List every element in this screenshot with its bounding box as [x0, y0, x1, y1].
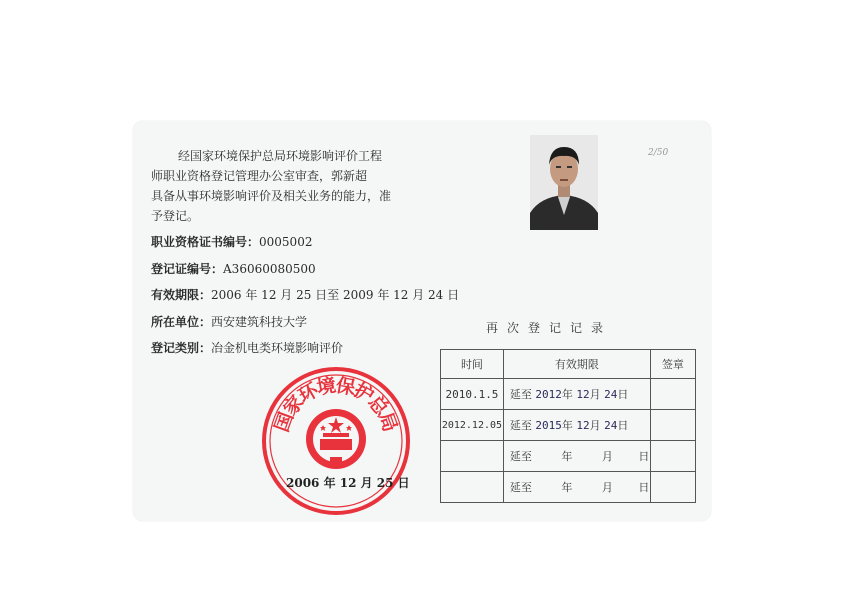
intro-line-4: 予登记。	[151, 209, 200, 223]
id-photo	[530, 135, 598, 230]
seal-char: 局	[374, 409, 402, 435]
header-validity: 有效期限	[503, 350, 650, 379]
official-seal	[260, 365, 412, 517]
header-seal: 签章	[650, 350, 695, 379]
national-emblem-icon	[306, 409, 366, 469]
record-validity: 延至 年 月 日	[503, 441, 650, 472]
header-time: 时间	[441, 350, 504, 379]
category-value: 冶金机电类环境影响评价	[211, 341, 344, 355]
reg-no-value: A36060080500	[223, 262, 316, 276]
validity-value: 2006 年 12 月 25 日至 2009 年 12 月 24 日	[211, 288, 460, 302]
record-time: 2010.1.5	[441, 379, 504, 410]
record-validity: 延至 2015年 12月 24日	[503, 410, 650, 441]
record-seal	[650, 379, 695, 410]
record-time	[441, 441, 504, 472]
seal-char: 环	[294, 379, 323, 408]
unit-label: 所在单位：	[151, 315, 212, 329]
seal-char: 护	[349, 379, 378, 408]
pencil-note: 2/50	[648, 148, 669, 158]
record-time: 2012.12.05	[441, 410, 504, 441]
validity-row	[151, 285, 459, 305]
seal-char: 国	[270, 409, 298, 435]
record-validity: 延至 2012年 12月 24日	[503, 379, 650, 410]
record-validity: 延至 年 月 日	[503, 472, 650, 503]
unit-row	[151, 312, 307, 332]
cert-no-value: 0005002	[259, 235, 313, 249]
record-seal	[650, 441, 695, 472]
reg-no-label: 登记证编号：	[151, 262, 224, 276]
seal-char: 境	[315, 374, 338, 400]
intro-line-3: 具备从事环境影响评价及相关业务的能力，准	[151, 189, 392, 203]
record-time	[441, 472, 504, 503]
table-row	[441, 441, 696, 472]
unit-value: 西安建筑科技大学	[211, 315, 308, 329]
reg-no-row	[151, 259, 316, 279]
validity-label: 有效期限：	[151, 288, 212, 302]
intro-line-2: 师职业资格登记管理办公室审查，郭新超	[151, 169, 368, 183]
record-seal	[650, 472, 695, 503]
records-title: 再次登记记录	[486, 321, 613, 335]
records-table	[440, 349, 696, 503]
table-row	[441, 472, 696, 503]
record-seal	[650, 410, 695, 441]
cert-no-row	[151, 232, 312, 252]
seal-char: 家	[279, 391, 309, 421]
category-label: 登记类别：	[151, 341, 212, 355]
records-header-row	[441, 350, 696, 379]
seal-char: 总	[363, 391, 393, 421]
category-row	[151, 338, 343, 358]
seal-char: 保	[334, 374, 357, 400]
portrait-image	[530, 135, 598, 230]
issue-date: 2006 年 12 月 25 日	[286, 476, 410, 490]
table-row	[441, 410, 696, 441]
intro-line-1: 经国家环境保护总局环境影响评价工程	[178, 149, 383, 163]
table-row	[441, 379, 696, 410]
cert-no-label: 职业资格证书编号：	[151, 235, 260, 249]
